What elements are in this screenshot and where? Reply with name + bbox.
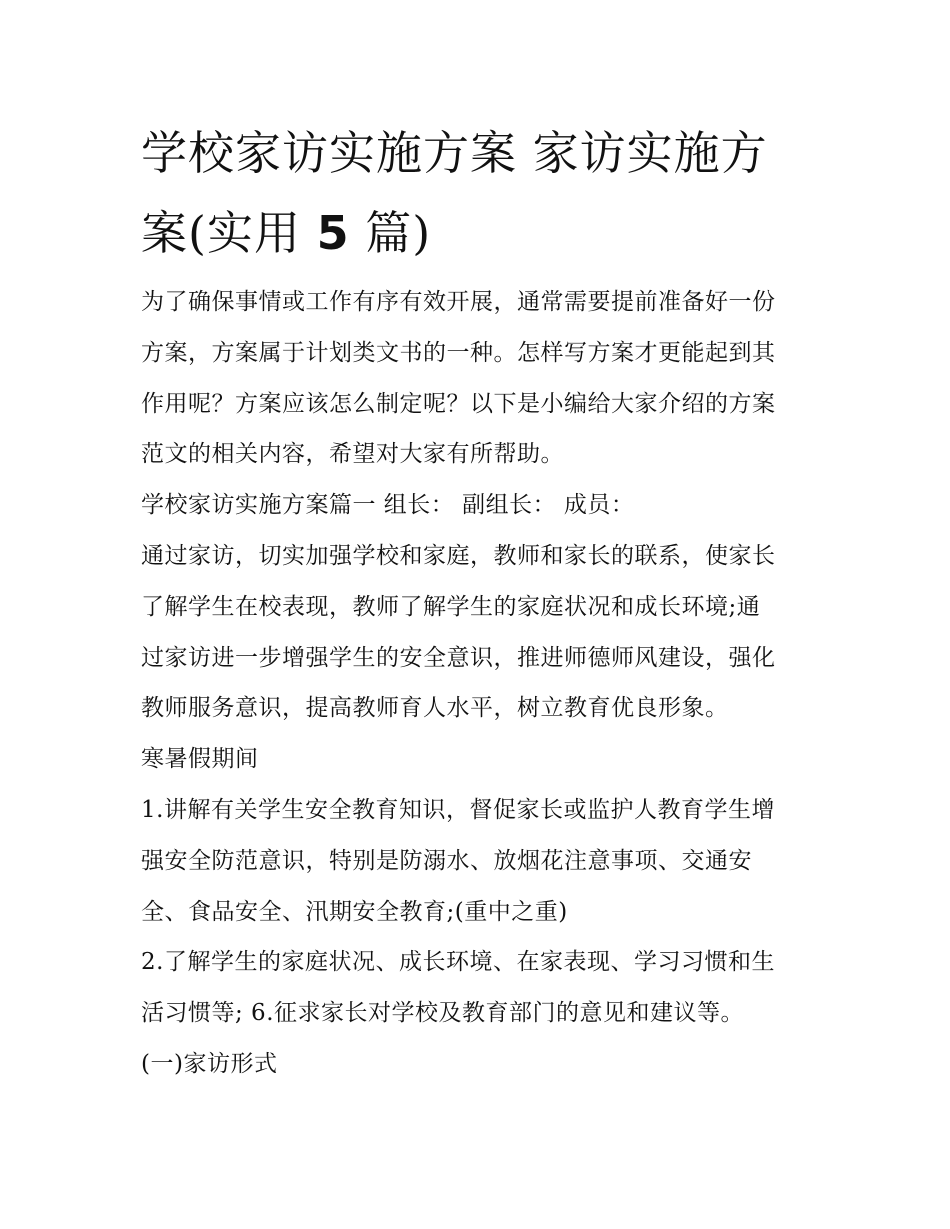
- item-1-line-2: 强安全防范意识，特别是防溺水、放烟花注意事项、交通安: [141, 847, 752, 874]
- purpose-line-2: 了解学生在校表现，教师了解学生的家庭状况和成长环境;通: [141, 593, 761, 620]
- intro-line-3: 作用呢？方案应该怎么制定呢？以下是小编给大家介绍的方案: [141, 390, 776, 417]
- document-title: [141, 113, 821, 273]
- title-line-2-suffix: 篇): [349, 206, 432, 260]
- item-2-line-2: 活习惯等; 6.征求家长对学校及教育部门的意见和建议等。: [141, 1000, 745, 1027]
- item-1-line-1: 1.讲解有关学生安全教育知识，督促家长或监护人教育学生增: [141, 796, 775, 823]
- title-line-2: [141, 193, 821, 273]
- purpose-line-4: 教师服务意识，提高教师育人水平，树立教育优良形象。: [141, 695, 729, 722]
- time-line: 寒暑假期间: [141, 746, 259, 773]
- title-number: 5: [316, 206, 350, 260]
- intro-line-1: 为了确保事情或工作有序有效开展，通常需要提前准备好一份: [141, 289, 776, 315]
- title-line-2-prefix: 案(实用: [141, 206, 317, 260]
- intro-line-2: 方案，方案属于计划类文书的一种。怎样写方案才更能起到其: [141, 339, 776, 366]
- item-1-line-3: 全、食品安全、汛期安全教育;(重中之重): [141, 898, 568, 925]
- document-body: [141, 277, 821, 1090]
- item-2-line-1: 2.了解学生的家庭状况、成长环境、在家表现、学习习惯和生: [141, 949, 775, 976]
- section-heading-line: 学校家访实施方案篇一 组长： 副组长： 成员：: [141, 492, 635, 519]
- subsection-heading: (一)家访形式: [141, 1050, 278, 1077]
- intro-line-4: 范文的相关内容，希望对大家有所帮助。: [141, 441, 564, 468]
- title-line-1: 学校家访实施方案 家访实施方: [141, 126, 768, 180]
- purpose-line-1: 通过家访，切实加强学校和家庭，教师和家长的联系，使家长: [141, 542, 776, 569]
- purpose-line-3: 过家访进一步增强学生的安全意识，推进师德师风建设，强化: [141, 644, 776, 671]
